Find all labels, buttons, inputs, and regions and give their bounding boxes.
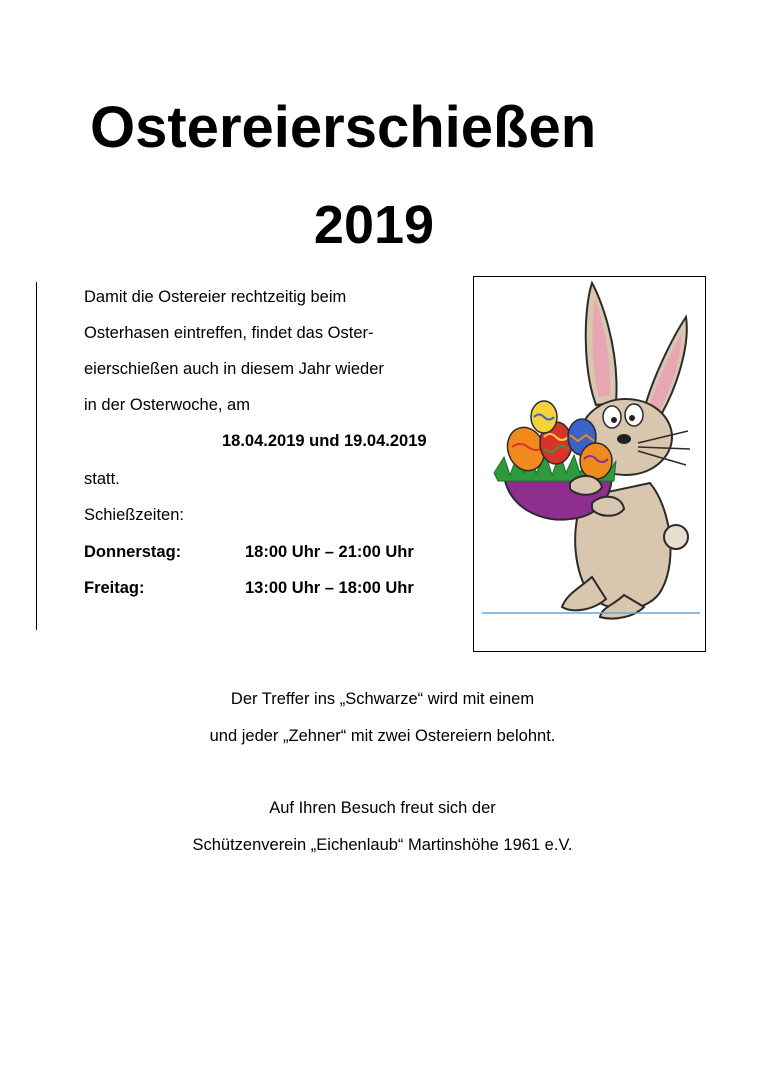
reward-line-2: und jeder „Zehner“ mit zwei Ostereiern belohnt. xyxy=(209,727,556,745)
schedule-time-thursday: 18:00 Uhr – 21:00 Uhr xyxy=(245,543,414,561)
reward-line-1: Der Treffer ins „Schwarze“ wird mit einem xyxy=(230,690,535,708)
intro-line-1: Damit die Ostereier rechtzeitig beim xyxy=(84,288,347,306)
schedule-time-friday: 13:00 Uhr – 18:00 Uhr xyxy=(245,579,414,597)
closing-line-2: Schützenverein „Eichenlaub“ Martinshöhe 1961 e.V. xyxy=(192,836,573,854)
page-year: 2019 xyxy=(313,195,435,255)
schedule-heading: Schießzeiten: xyxy=(84,506,184,524)
closing-line-1: Auf Ihren Besuch freut sich der xyxy=(269,799,496,817)
easter-bunny-with-egg-basket-icon xyxy=(474,277,705,651)
intro-line-2: Osterhasen eintreffen, findet das Oster- xyxy=(84,324,374,342)
page-title: Ostereierschießen xyxy=(90,95,597,160)
intro-line-3: eierschießen auch in diesem Jahr wieder xyxy=(84,360,384,378)
illustration-frame xyxy=(473,276,706,652)
event-dates: 18.04.2019 und 19.04.2019 xyxy=(222,432,427,450)
intro-line-4: in der Osterwoche, am xyxy=(84,396,250,414)
left-margin-rule xyxy=(36,282,37,630)
intro-after-dates: statt. xyxy=(84,470,120,488)
schedule-day-thursday: Donnerstag: xyxy=(84,543,182,561)
schedule-day-friday: Freitag: xyxy=(84,579,145,597)
